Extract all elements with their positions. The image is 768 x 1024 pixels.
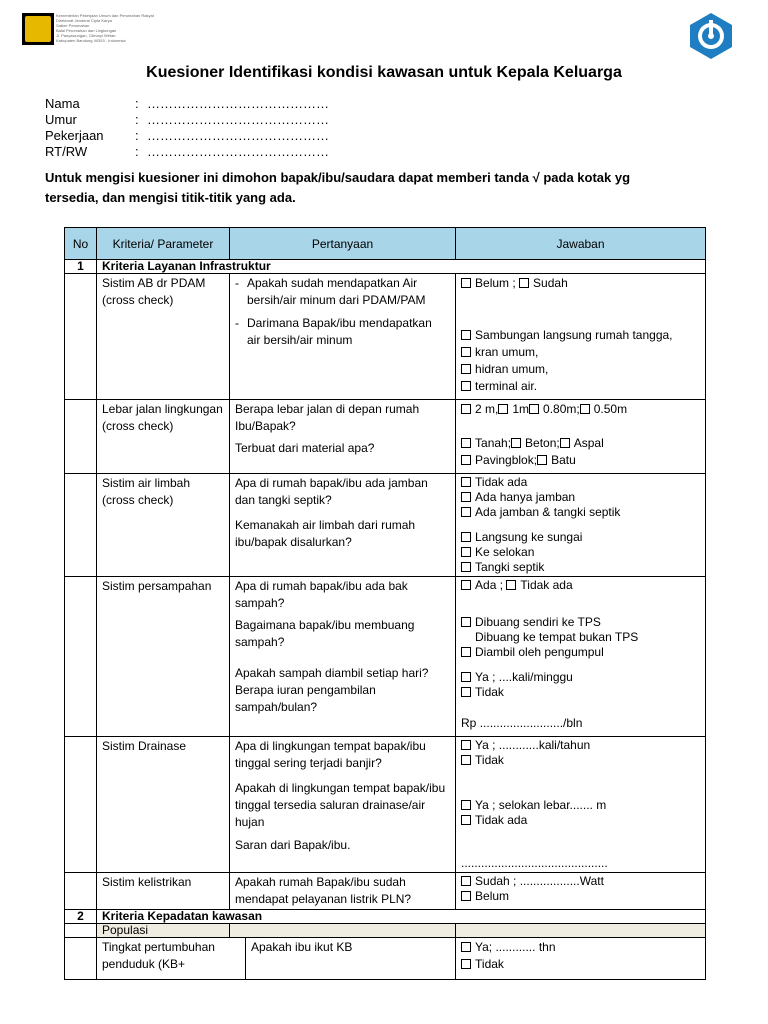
section-row: [65, 260, 706, 274]
criteria-note: (cross check): [102, 419, 174, 433]
checkbox[interactable]: [461, 755, 471, 765]
question-text: air bersih/air minum: [247, 333, 353, 347]
header-line: Kementerian Pekerjaan Umum dan Perumahan Rakyat: [56, 13, 154, 18]
checkbox[interactable]: [506, 580, 516, 590]
checkbox[interactable]: [529, 404, 539, 414]
criteria-cell: [97, 400, 230, 474]
checkbox[interactable]: [461, 672, 471, 682]
header-line: Satker Perumahan: [56, 23, 90, 28]
question-text: bersih/air minum dari PDAM/PAM: [247, 293, 426, 307]
answer-label: Dibuang ke tempat bukan TPS: [475, 630, 639, 644]
agency-logo: [688, 12, 734, 60]
question-text: Terbuat dari material apa?: [235, 441, 375, 455]
question-cell: Apakah rumah Bapak/ibu sudah mendapat pelayanan listrik PLN?: [230, 873, 456, 910]
table-row: [65, 924, 706, 938]
question-text: Apa di lingkungan tempat bapak/ibu tinggal sering terjadi banjir?: [235, 739, 426, 770]
answer-cell: Sudah ; ..................Watt Belum: [456, 873, 706, 910]
checkbox[interactable]: [461, 876, 471, 886]
identity-label: Nama: [45, 96, 80, 111]
answer-label: kran umum,: [475, 345, 539, 359]
checkbox[interactable]: [461, 532, 471, 542]
question-text: Berapa iuran pengambilan sampah/bulan?: [235, 683, 376, 714]
criteria-note: (cross check): [102, 493, 174, 507]
checkbox[interactable]: [461, 404, 471, 414]
table-row: [65, 938, 706, 980]
checkbox[interactable]: [461, 477, 471, 487]
question-text: Kemanakah air limbah dari rumah ibu/bapak disalurkan?: [235, 518, 416, 549]
header-line: Kabupaten Bandung 40393 - Indonesia: [56, 38, 126, 43]
table-row: [65, 274, 706, 400]
checkbox[interactable]: [461, 562, 471, 572]
table-row: [65, 577, 706, 737]
answer-cell: 2 m, 1m 0.80m; 0.50m Tanah; Beton; Aspal Pavingblok; Batu: [456, 400, 706, 474]
question-text: Apa di rumah bapak/ibu ada jamban dan tangki septik?: [235, 476, 428, 507]
checkbox[interactable]: [560, 438, 570, 448]
checkbox[interactable]: [461, 347, 471, 357]
answer-cell: Ya ; ............kali/tahun Tidak Ya ; selokan lebar....... m Tidak ada ............................................: [456, 737, 706, 873]
answer-label: Sudah: [533, 276, 568, 290]
question-cell: Apakah ibu ikut KB: [246, 938, 456, 980]
question-text: - Apakah sudah mendapatkan Air: [235, 276, 418, 290]
question-cell: [230, 274, 456, 400]
checkbox[interactable]: [580, 404, 590, 414]
answer-cell: Tidak ada Ada hanya jamban Ada jamban & tangki septik Langsung ke sungai Ke selokan Tangki septik: [456, 474, 706, 577]
checkbox[interactable]: [461, 959, 471, 969]
header-kriteria: Kriteria/ Parameter: [97, 228, 230, 260]
instruction-line: Untuk mengisi kuesioner ini dimohon bapak/ibu/saudara dapat memberi tanda √ pada kotak yg: [45, 170, 631, 185]
checkbox[interactable]: [461, 381, 471, 391]
criteria-label: Sistim air limbah: [102, 476, 191, 490]
section-row: [65, 910, 706, 924]
criteria-cell: Sistim persampahan: [97, 577, 230, 737]
answer-cell: Ada ; Tidak ada Dibuang sendiri ke TPS Dibuang ke tempat bukan TPS Diambil oleh pengumpul Ya ; ....kali/minggu Tidak Rp ........................./bln: [456, 577, 706, 737]
checkbox[interactable]: [461, 278, 471, 288]
identity-row-nama: [45, 96, 329, 112]
question-cell: [230, 577, 456, 737]
checkbox[interactable]: [461, 455, 471, 465]
checkbox[interactable]: [461, 942, 471, 952]
criteria-label: Sistim AB dr PDAM: [102, 276, 206, 290]
checkbox[interactable]: [461, 815, 471, 825]
identity-dots[interactable]: ……………………………………: [147, 112, 329, 127]
answer-label: hidran umum,: [475, 362, 549, 376]
question-text: Apa di rumah bapak/ibu ada bak sampah?: [235, 579, 408, 610]
identity-label: RT/RW: [45, 144, 88, 159]
header-line: Jl. Panyawungan, Cileunyi Wetan: [56, 33, 116, 38]
identity-row-pekerjaan: [45, 128, 329, 144]
table-row: [65, 474, 706, 577]
identity-colon: :: [135, 144, 139, 159]
question-text: - Darimana Bapak/ibu mendapatkan: [235, 316, 432, 330]
page-title: Kuesioner Identifikasi kondisi kawasan untuk Kepala Keluarga: [146, 64, 622, 81]
identity-dots[interactable]: ……………………………………: [147, 128, 329, 143]
answer-label: Sambungan langsung rumah tangga,: [475, 328, 673, 342]
answer-cell: [456, 274, 706, 400]
section-title: Kriteria Kepadatan kawasan: [97, 910, 706, 924]
header-no: No: [65, 228, 97, 260]
question-text: Apakah sampah diambil setiap hari?: [235, 666, 429, 680]
question-cell: [230, 400, 456, 474]
checkbox[interactable]: [461, 687, 471, 697]
checkbox[interactable]: [511, 438, 521, 448]
question-text: Berapa lebar jalan di depan rumah Ibu/Bapak?: [235, 402, 420, 433]
question-text: Apakah di lingkungan tempat bapak/ibu tinggal tersedia saluran drainase/air hujan: [235, 781, 446, 829]
checkbox[interactable]: [519, 278, 529, 288]
fill-in-blank[interactable]: ............................................: [461, 856, 608, 870]
section-number: 2: [65, 910, 97, 924]
header-line: Balai Perumahan dan Lingkungan: [56, 28, 117, 33]
checkbox[interactable]: [461, 617, 471, 627]
criteria-cell: Sistim kelistrikan: [97, 873, 230, 910]
identity-colon: :: [135, 96, 139, 111]
answer-label: Belum ;: [475, 276, 516, 290]
identity-dots[interactable]: ……………………………………: [147, 96, 329, 111]
table-header-row: [65, 228, 706, 260]
questionnaire-table: [64, 227, 705, 972]
checkbox[interactable]: [461, 740, 471, 750]
checkbox[interactable]: [461, 438, 471, 448]
instruction-text: [45, 168, 735, 208]
answer-label: terminal air.: [475, 379, 538, 393]
checkbox[interactable]: [461, 547, 471, 557]
checkbox[interactable]: [498, 404, 508, 414]
table-row: [65, 400, 706, 474]
checkbox[interactable]: [461, 580, 471, 590]
criteria-cell: [97, 474, 230, 577]
question-cell: [230, 737, 456, 873]
ministry-logo: [22, 13, 54, 45]
checkbox[interactable]: [461, 364, 471, 374]
checkbox[interactable]: [461, 492, 471, 502]
identity-label: Pekerjaan: [45, 128, 104, 143]
criteria-cell: Sistim Drainase: [97, 737, 230, 873]
identity-row-rtrw: [45, 144, 329, 160]
criteria-cell: Tingkat pertumbuhan penduduk (KB+: [97, 938, 246, 980]
checkbox[interactable]: [461, 330, 471, 340]
section-number: 1: [65, 260, 97, 274]
criteria-cell: Populasi: [97, 924, 230, 938]
header-pertanyaan: Pertanyaan: [230, 228, 456, 260]
checkbox[interactable]: [461, 507, 471, 517]
criteria-cell: [97, 274, 230, 400]
table-row: [65, 737, 706, 873]
criteria-label: Lebar jalan lingkungan: [102, 402, 223, 416]
question-text: Bagaimana bapak/ibu membuang sampah?: [235, 618, 415, 649]
section-title: Kriteria Layanan Infrastruktur: [97, 260, 706, 274]
header-jawaban: Jawaban: [456, 228, 706, 260]
checkbox[interactable]: [461, 647, 471, 657]
checkbox[interactable]: [537, 455, 547, 465]
identity-dots[interactable]: ……………………………………: [147, 144, 329, 159]
instruction-line: tersedia, dan mengisi titik-titik yang ada.: [45, 190, 296, 205]
question-text: Saran dari Bapak/ibu.: [235, 838, 351, 852]
table-row: [65, 873, 706, 910]
header-line: Direktorat Jenderal Cipta Karya: [56, 18, 112, 23]
identity-row-umur: [45, 112, 329, 128]
identity-label: Umur: [45, 112, 77, 127]
checkbox[interactable]: [461, 891, 471, 901]
header-address: [56, 13, 196, 43]
answer-cell: Ya; ............ thn Tidak: [456, 938, 706, 980]
question-cell: [230, 474, 456, 577]
identity-colon: :: [135, 128, 139, 143]
fill-in-blank[interactable]: Rp ........................./bln: [461, 716, 583, 730]
checkbox[interactable]: [461, 800, 471, 810]
identity-colon: :: [135, 112, 139, 127]
criteria-note: (cross check): [102, 293, 174, 307]
